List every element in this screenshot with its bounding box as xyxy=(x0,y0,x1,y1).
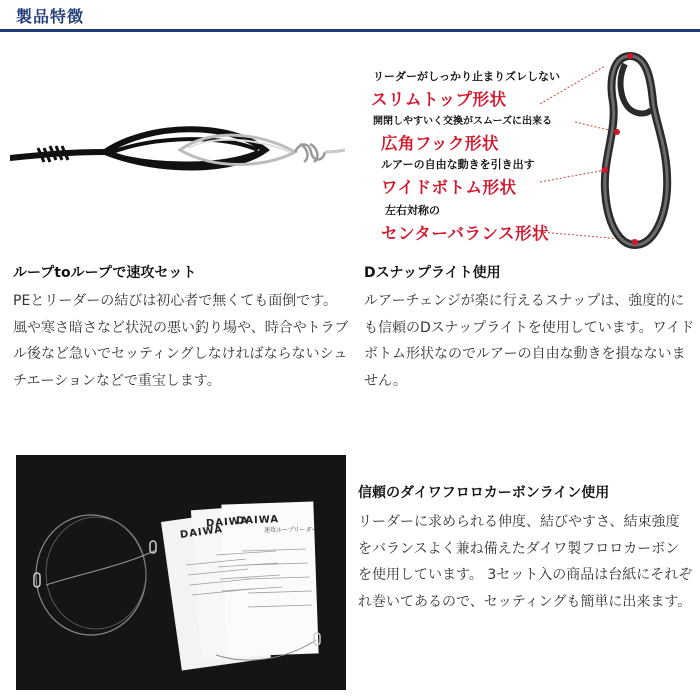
snap-callout-7: 左右対称の xyxy=(385,204,440,217)
product-photo xyxy=(16,455,346,690)
section-title: 製品特徴 xyxy=(16,7,85,26)
feature-description-snap: ルアーチェンジが楽に行えるスナップは、強度的にも信頼のDスナップライトを使用しています。ワイドボトム形状なのでルアーの自由な動きを損なないません。 xyxy=(364,293,695,389)
card-brand-logo: DAIWA xyxy=(179,524,224,541)
feature-title-snap: Dスナップライト使用 xyxy=(364,265,501,281)
snap-callout-6: ワイドボトム形状 xyxy=(381,178,517,197)
feature-title-loop: ループtoループで速攻セット xyxy=(13,265,197,281)
snap-diagram-image xyxy=(355,40,690,250)
card-brand-logo: DAIWA xyxy=(205,515,250,530)
feature-description-fluorocarbon: リーダーに求められる伸度、結びやすさ、結束強度をバランスよく兼ね備えたダイワ製フロロカーボンを使用しています。 3セット入の商品は台紙にそれぞれ巻いてあるので、セッティングも簡単に出来ます。 xyxy=(358,514,693,610)
snap-callout-2: スリムトップ形状 xyxy=(371,90,507,109)
feature-description-loop: PEとリーダーの結びは初心者で無くても面倒です。風や寒さ暗さなど状況の悪い釣り場や、時合やトラブル後など急いでセッティングしなければならないシュチエーションなどで重宝します。 xyxy=(13,293,349,389)
section-header xyxy=(0,0,700,32)
snap-callout-8: センターバランス形状 xyxy=(381,224,550,243)
loop-knot-illustration xyxy=(10,40,345,250)
product-illustration xyxy=(16,455,346,690)
snap-callout-3: 開閉しやすいく交換がスムーズに出来る xyxy=(373,116,552,127)
snap-callout-4: 広角フック形状 xyxy=(381,134,499,153)
snap-callout-1: リーダーがしっかり止まりズレしない xyxy=(373,70,560,83)
card-brand-logo: DAIWA xyxy=(235,514,280,527)
feature-title-fluorocarbon: 信頼のダイワフロロカーボンライン使用 xyxy=(358,485,610,501)
card-label: 速攻ループリーダー xyxy=(264,527,318,534)
loop-knot-image xyxy=(10,40,345,250)
snap-callout-5: ルアーの自由な動きを引き出す xyxy=(381,158,535,171)
